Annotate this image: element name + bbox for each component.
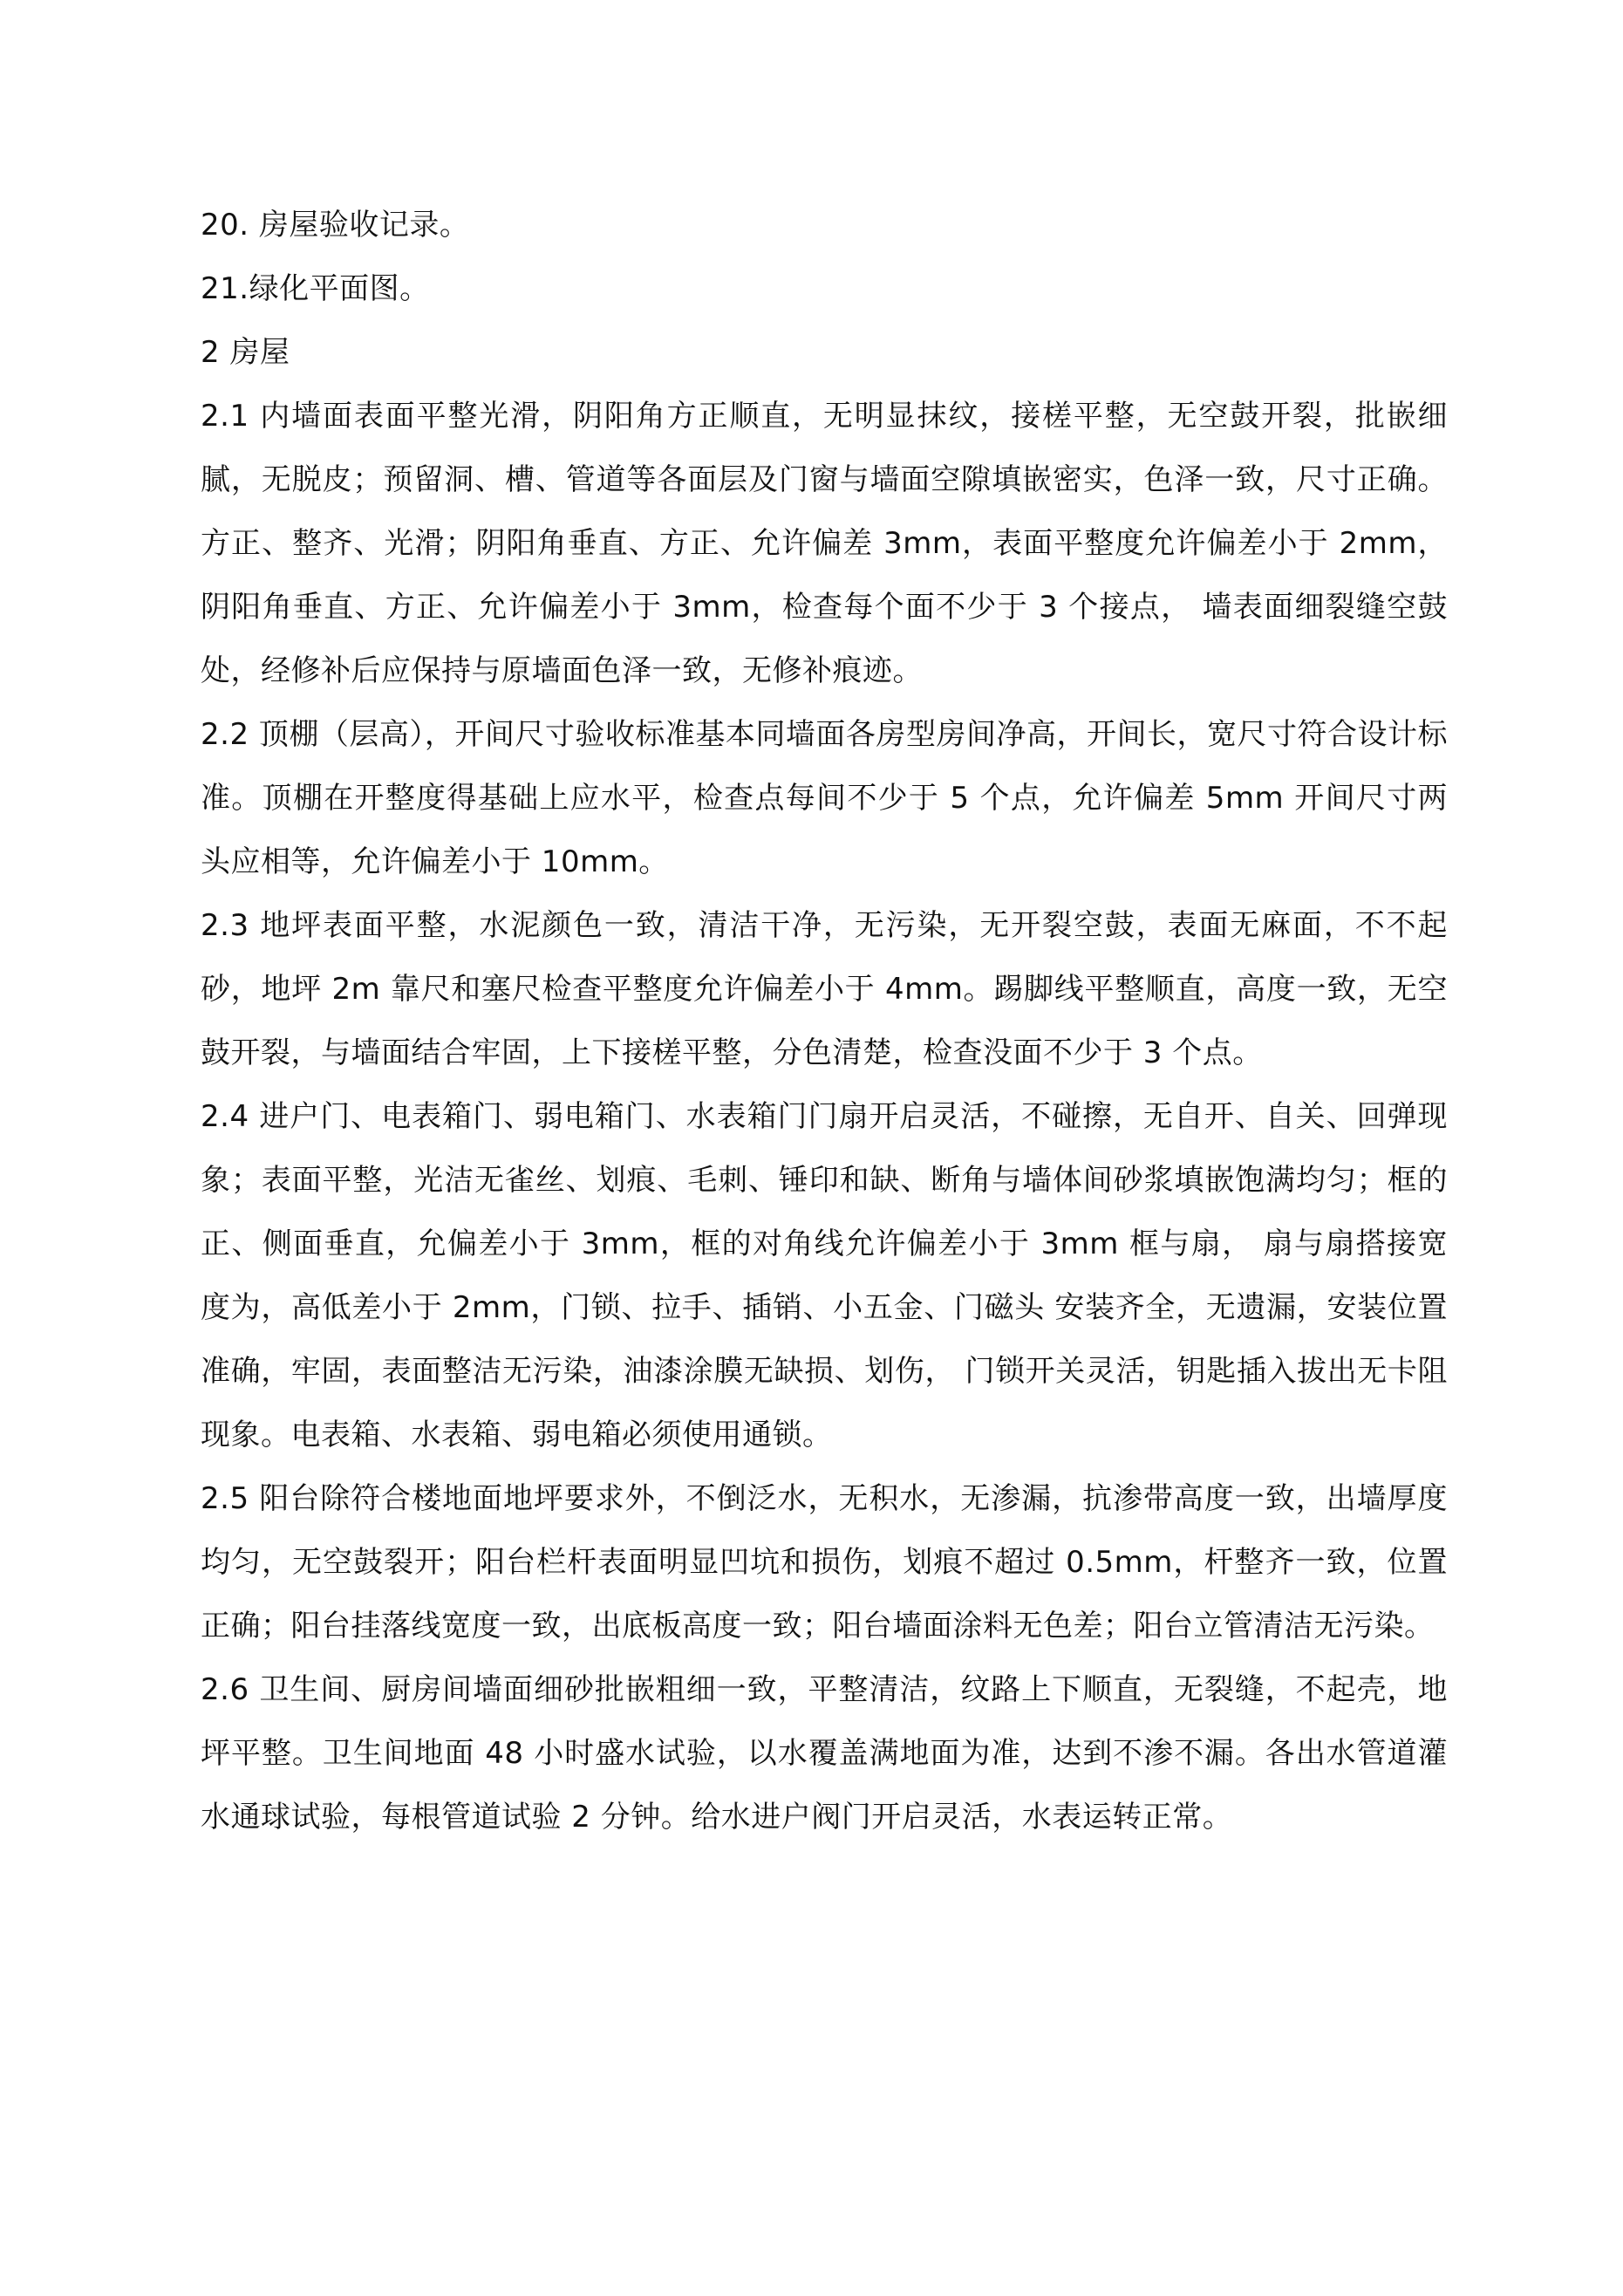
- document-body: [201, 194, 1448, 1849]
- paragraph-2-1: 2.1 内墙面表面平整光滑，阴阳角方正顺直，无明显抹纹，接槎平整，无空鼓开裂，批嵌细腻，无脱皮；预留洞、槽、管道等各面层及门窗与墙面空隙填嵌密实，色泽一致，尺寸正确。方正、整齐、光滑；阴阳角垂直、方正、允许偏差 3mm，表面平整度允许偏差小于 2mm，阴阳角垂直、方正、允许偏差小于 3mm，检查每个面不少于 3 个接点， 墙表面细裂缝空鼓处，经修补后应保持与原墙面色泽一致，无修补痕迹。: [201, 399, 1448, 688]
- paragraph-2-2: 2.2 顶棚（层高），开间尺寸验收标准基本同墙面各房型房间净高，开间长，宽尺寸符合设计标准。顶棚在开整度得基础上应水平，检查点每间不少于 5 个点，允许偏差 5mm 开间尺寸两头应相等，允许偏差小于 10mm。: [201, 717, 1448, 879]
- paragraph-2-4: 2.4 进户门、电表箱门、弱电箱门、水表箱门门扇开启灵活，不碰擦，无自开、自关、回弹现象；表面平整，光洁无雀丝、划痕、毛刺、锤印和缺、断角与墙体间砂浆填嵌饱满均匀；框的正、侧面垂直，允偏差小于 3mm，框的对角线允许偏差小于 3mm 框与扇， 扇与扇搭接宽度为，高低差小于 2mm，门锁、拉手、插销、小五金、门磁头 安装齐全，无遗漏，安装位置准确，牢固，表面整洁无污染，油漆涂膜无缺损、划伤， 门锁开关灵活，钥匙插入拔出无卡阻现象。电表箱、水表箱、弱电箱必须使用通锁。: [201, 1099, 1448, 1452]
- paragraph-2-3: 2.3 地坪表面平整，水泥颜色一致，清洁干净，无污染，无开裂空鼓，表面无麻面，不不起砂，地坪 2m 靠尺和塞尺检查平整度允许偏差小于 4mm。踢脚线平整顺直，高度一致，无空鼓开裂，与墙面结合牢固，上下接槎平整，分色清楚，检查没面不少于 3 个点。: [201, 908, 1448, 1070]
- paragraph-20: 20. 房屋验收记录。: [201, 208, 470, 243]
- paragraph-2-5: 2.5 阳台除符合楼地面地坪要求外，不倒泛水，无积水，无渗漏，抗渗带高度一致，出墙厚度均匀，无空鼓裂开；阳台栏杆表面明显凹坑和损伤，划痕不超过 0.5mm，杆整齐一致，位置正确；阳台挂落线宽度一致，出底板高度一致；阳台墙面涂料无色差；阳台立管清洁无污染。: [201, 1481, 1448, 1643]
- paragraph-21: 21.绿化平面图。: [201, 271, 430, 306]
- section-heading-2: 2 房屋: [201, 335, 290, 370]
- paragraph-2-6: 2.6 卫生间、厨房间墙面细砂批嵌粗细一致，平整清洁，纹路上下顺直，无裂缝，不起壳，地坪平整。卫生间地面 48 小时盛水试验，以水覆盖满地面为准，达到不渗不漏。各出水管道灌水通球试验，每根管道试验 2 分钟。给水进户阀门开启灵活，水表运转正常。: [201, 1672, 1448, 1835]
